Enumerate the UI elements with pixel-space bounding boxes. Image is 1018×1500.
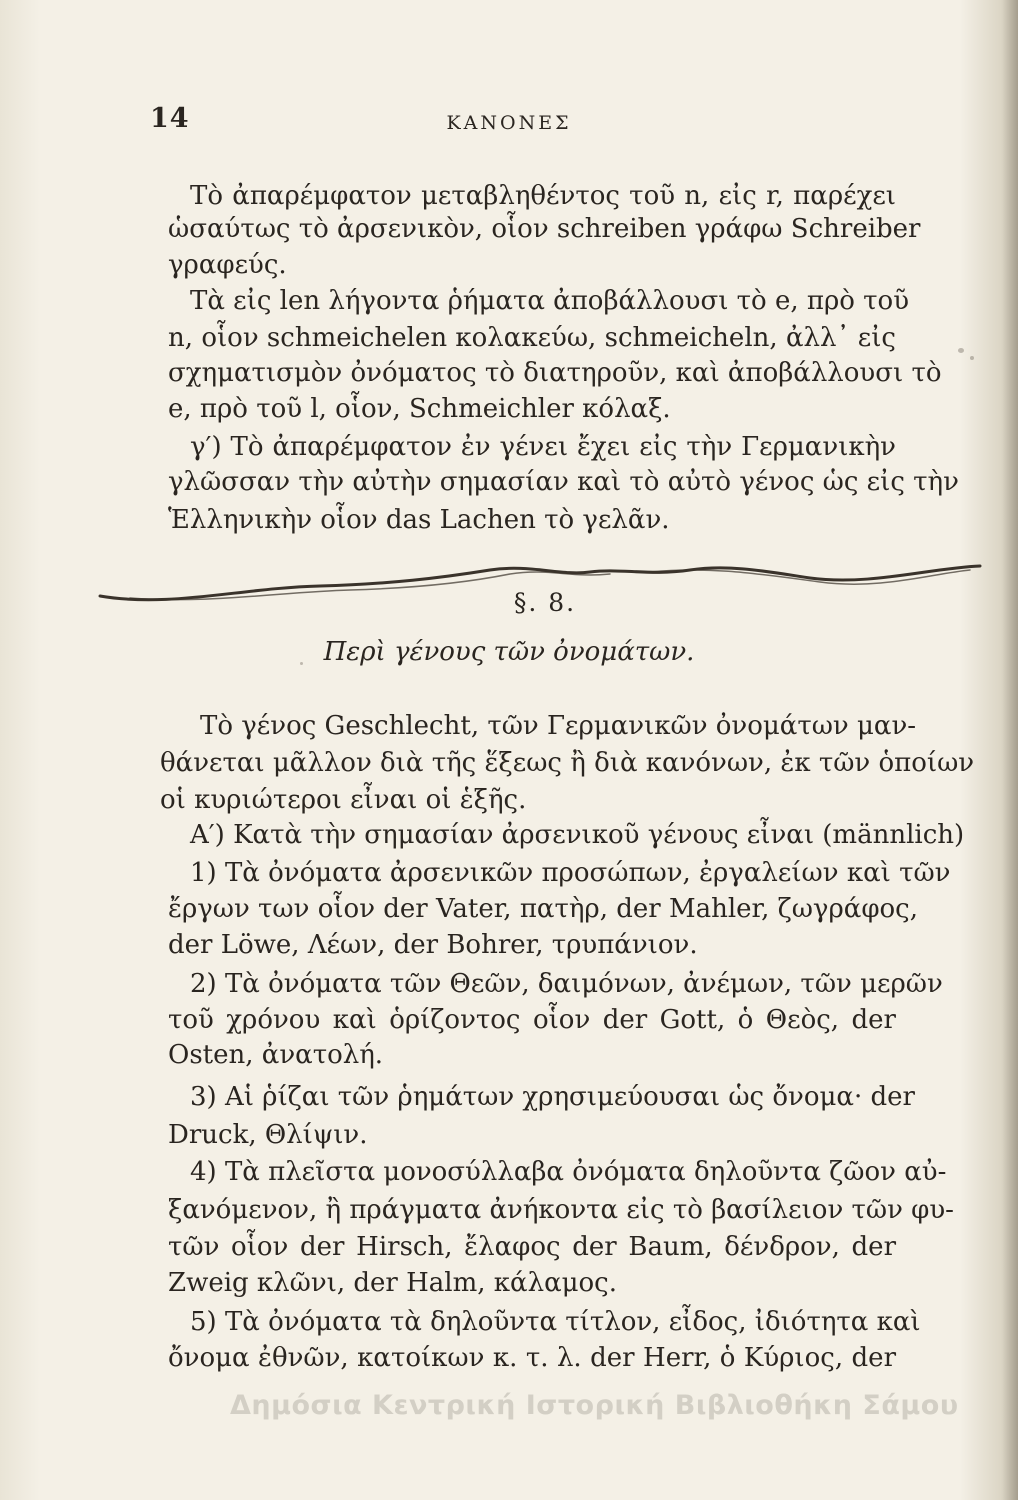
text-line: Τὸ γένος Geschlecht, τῶν Γερμανικῶν ὀνομάτων μαν- — [200, 711, 917, 741]
text-line: γραφεύς. — [168, 250, 287, 280]
text-line: Τὸ ἀπαρέμφατον μεταβληθέντος τοῦ n, εἰς r, παρέχει — [190, 181, 896, 211]
paper-speck — [958, 348, 964, 353]
list-item-line: Osten, ἀνατολή. — [168, 1040, 384, 1070]
list-item-line: der Löwe, Λέων, der Bohrer, τρυπάνιον. — [168, 930, 698, 960]
list-item-line: Druck, Θλίψιν. — [168, 1120, 368, 1150]
paper-speck — [300, 662, 303, 665]
text-line: οἱ κυριώτεροι εἶναι οἱ ἑξῆς. — [160, 785, 527, 815]
text-line: σχηματισμὸν ὀνόματος τὸ διατηροῦν, καὶ ἀποβάλλουσι τὸ — [168, 358, 942, 388]
list-item-line: ἔργων των οἷον der Vater, πατὴρ, der Mahler, ζωγράφος, — [168, 894, 919, 924]
library-watermark: Δημόσια Κεντρική Ιστορική Βιβλιοθήκη Σάμου — [230, 1390, 959, 1421]
text-line: Τὰ εἰς len λήγοντα ῥήματα ἀποβάλλουσι τὸ e, πρὸ τοῦ — [190, 286, 910, 316]
page-number: 14 — [150, 103, 190, 134]
list-item-line: 1) Τὰ ὀνόματα ἀρσενικῶν προσώπων, ἐργαλείων καὶ τῶν — [190, 858, 951, 888]
list-item-line: 4) Τὰ πλεῖστα μονοσύλλαβα ὀνόματα δηλοῦντα ζῶον αὐ- — [190, 1157, 947, 1187]
text-line: θάνεται μᾶλλον διὰ τῆς ἕξεως ἢ διὰ κανόνων, ἐκ τῶν ὁποίων — [160, 748, 975, 778]
text-line: γ′) Τὸ ἀπαρέμφατον ἐν γένει ἔχει εἰς τὴν Γερμανικὴν — [190, 432, 896, 462]
text-line: γλῶσσαν τὴν αὐτὴν σημασίαν καὶ τὸ αὐτὸ γένος ὡς εἰς τὴν — [168, 467, 959, 497]
list-item-line: ὄνομα ἐθνῶν, κατοίκων κ. τ. λ. der Herr, ὁ Κύριος, der — [168, 1343, 896, 1373]
rule-heading: Α′) Κατὰ τὴν σημασίαν ἀρσενικοῦ γένους εἶναι (männlich) — [190, 820, 965, 850]
list-item-line: τοῦ χρόνου καὶ ὁρίζοντος οἷον der Gott, ὁ Θεὸς, der — [168, 1005, 896, 1035]
list-item-line: ξανόμενον, ἢ πράγματα ἀνήκοντα εἰς τὸ βασίλειον τῶν φυ- — [168, 1195, 954, 1225]
text-line: Ἑλληνικὴν οἷον das Lachen τὸ γελᾶν. — [168, 505, 670, 535]
list-item-line: τῶν οἷον der Hirsch, ἔλαφος der Baum, δένδρον, der — [168, 1232, 896, 1262]
paper-speck — [970, 356, 974, 360]
section-number: §. 8. — [513, 588, 577, 617]
text-line: ὡσαύτως τὸ ἀρσενικὸν, οἷον schreiben γράφω Schreiber — [168, 214, 921, 244]
page-edge-shadow — [1002, 0, 1018, 1500]
list-item-line: 5) Τὰ ὀνόματα τὰ δηλοῦντα τίτλον, εἶδος, ἰδιότητα καὶ — [190, 1307, 921, 1337]
list-item-line: Zweig κλῶνι, der Halm, κάλαμος. — [168, 1268, 618, 1298]
running-title: ΚΑΝΟΝΕΣ — [446, 112, 572, 134]
text-line: e, πρὸ τοῦ l, οἷον, Schmeichler κόλαξ. — [168, 394, 671, 424]
section-title: Περὶ γένους τῶν ὀνομάτων. — [323, 637, 695, 667]
list-item-line: 2) Τὰ ὀνόματα τῶν Θεῶν, δαιμόνων, ἀνέμων, τῶν μερῶν — [190, 969, 943, 999]
text-line: n, οἷον schmeichelen κολακεύω, schmeicheln, ἀλλ᾽ εἰς — [168, 323, 896, 353]
list-item-line: 3) Αἱ ῥίζαι τῶν ῥημάτων χρησιμεύουσαι ὡς ὄνομα· der — [190, 1082, 915, 1112]
